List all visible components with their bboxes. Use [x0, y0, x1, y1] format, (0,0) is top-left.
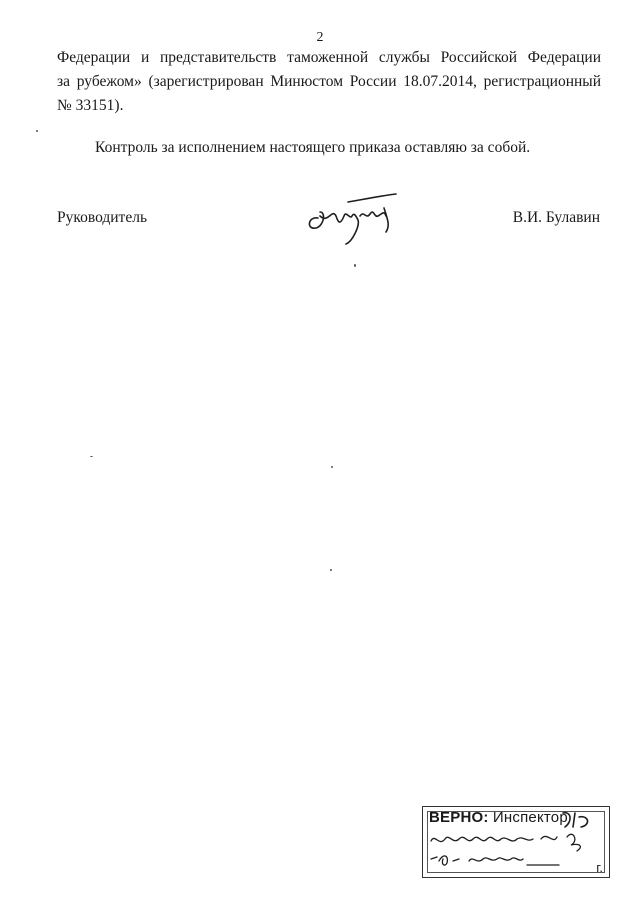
signer-name: В.И. Булавин — [512, 209, 600, 226]
paragraph-line: Федерации и представительств таможенной службы Российской Федерации — [57, 49, 601, 66]
stamp-position: Инспектор — [492, 809, 568, 826]
paragraph-line: за рубежом» (зарегистрирован Минюстом России 18.07.2014, регистрационный — [57, 73, 601, 90]
scan-speck — [354, 264, 356, 267]
paragraph-line: № 33151). — [57, 97, 124, 114]
signer-title: Руководитель — [57, 209, 148, 226]
control-paragraph: Контроль за исполнением настоящего приказа оставляю за собой. — [95, 139, 531, 156]
page-number: 2 — [316, 30, 324, 45]
scan-speck — [36, 130, 38, 132]
paragraph-continuation — [57, 46, 601, 118]
scan-speck — [90, 456, 93, 457]
scan-speck — [331, 466, 333, 468]
stamp-verno: ВЕРНО: — [429, 809, 489, 826]
certification-stamp — [422, 806, 610, 878]
scan-speck — [330, 569, 332, 571]
stamp-year-suffix: г. — [596, 860, 603, 875]
stamp-handwriting — [423, 807, 603, 871]
handwritten-signature — [300, 186, 410, 256]
